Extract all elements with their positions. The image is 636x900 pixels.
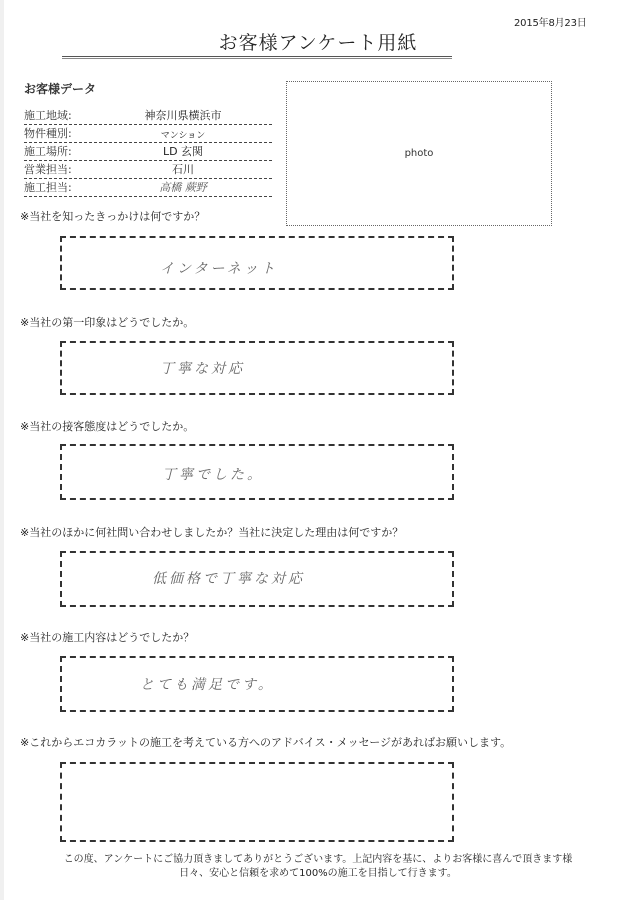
customer-data-row [24, 143, 272, 161]
closing-line-2: 日々、安心と信頼を求めて100%の施工を目指して行きます。 [179, 868, 457, 879]
survey-date: 2015年8月23日 [514, 18, 587, 29]
row-label: 施工場所: [24, 145, 72, 158]
question-2: ※当社の第一印象はどうでしたか。 [20, 316, 195, 329]
answer-2: 丁寧な対応 [160, 361, 245, 377]
question-4: ※当社のほかに何社問い合わせしましたか？当社に決定した理由は何ですか？ [20, 526, 404, 539]
closing-line-1: この度、アンケートにご協力頂きましてありがとうございます。上記内容を基に、よりお客様に喜んで頂きます様 [63, 854, 573, 865]
answer-4: 低価格で丁寧な対応 [152, 571, 305, 587]
question-3: ※当社の接客態度はどうでしたか。 [20, 420, 195, 433]
customer-data-row [24, 161, 272, 179]
photo-label: photo [404, 148, 434, 159]
answer-5: とても満足です。 [140, 677, 275, 693]
row-value: マンション [160, 131, 206, 141]
title-underline [62, 56, 452, 60]
row-value: 石川 [172, 163, 194, 176]
question-6: ※これからエコカラットの施工を考えている方へのアドバイス・メッセージがあればお願いします。 [20, 736, 512, 749]
photo-placeholder [286, 81, 552, 226]
customer-data-row [24, 125, 272, 143]
customer-data-row [24, 107, 272, 125]
row-value: 神奈川県横浜市 [144, 109, 222, 122]
answer-box-6 [60, 762, 454, 842]
answer-3: 丁寧でした。 [162, 467, 264, 483]
answer-box-2 [60, 341, 454, 395]
row-label: 施工担当: [24, 181, 72, 194]
page-title: お客様アンケート用紙 [218, 32, 418, 54]
row-label: 物件種別: [24, 127, 72, 140]
answer-1: インターネット [160, 261, 278, 277]
question-1: ※当社を知ったきっかけは何ですか？ [20, 210, 206, 223]
row-value: 高橋 蕨野 [159, 181, 207, 194]
page-edge [0, 0, 4, 900]
closing-message [0, 853, 636, 881]
row-value: LD 玄関 [162, 145, 204, 158]
customer-data-heading: お客様データ [24, 82, 97, 96]
customer-data-table [24, 107, 272, 197]
customer-data-row [24, 179, 272, 197]
row-label: 施工地域: [24, 109, 72, 122]
row-label: 営業担当: [24, 163, 72, 176]
question-5: ※当社の施工内容はどうでしたか？ [20, 631, 195, 644]
